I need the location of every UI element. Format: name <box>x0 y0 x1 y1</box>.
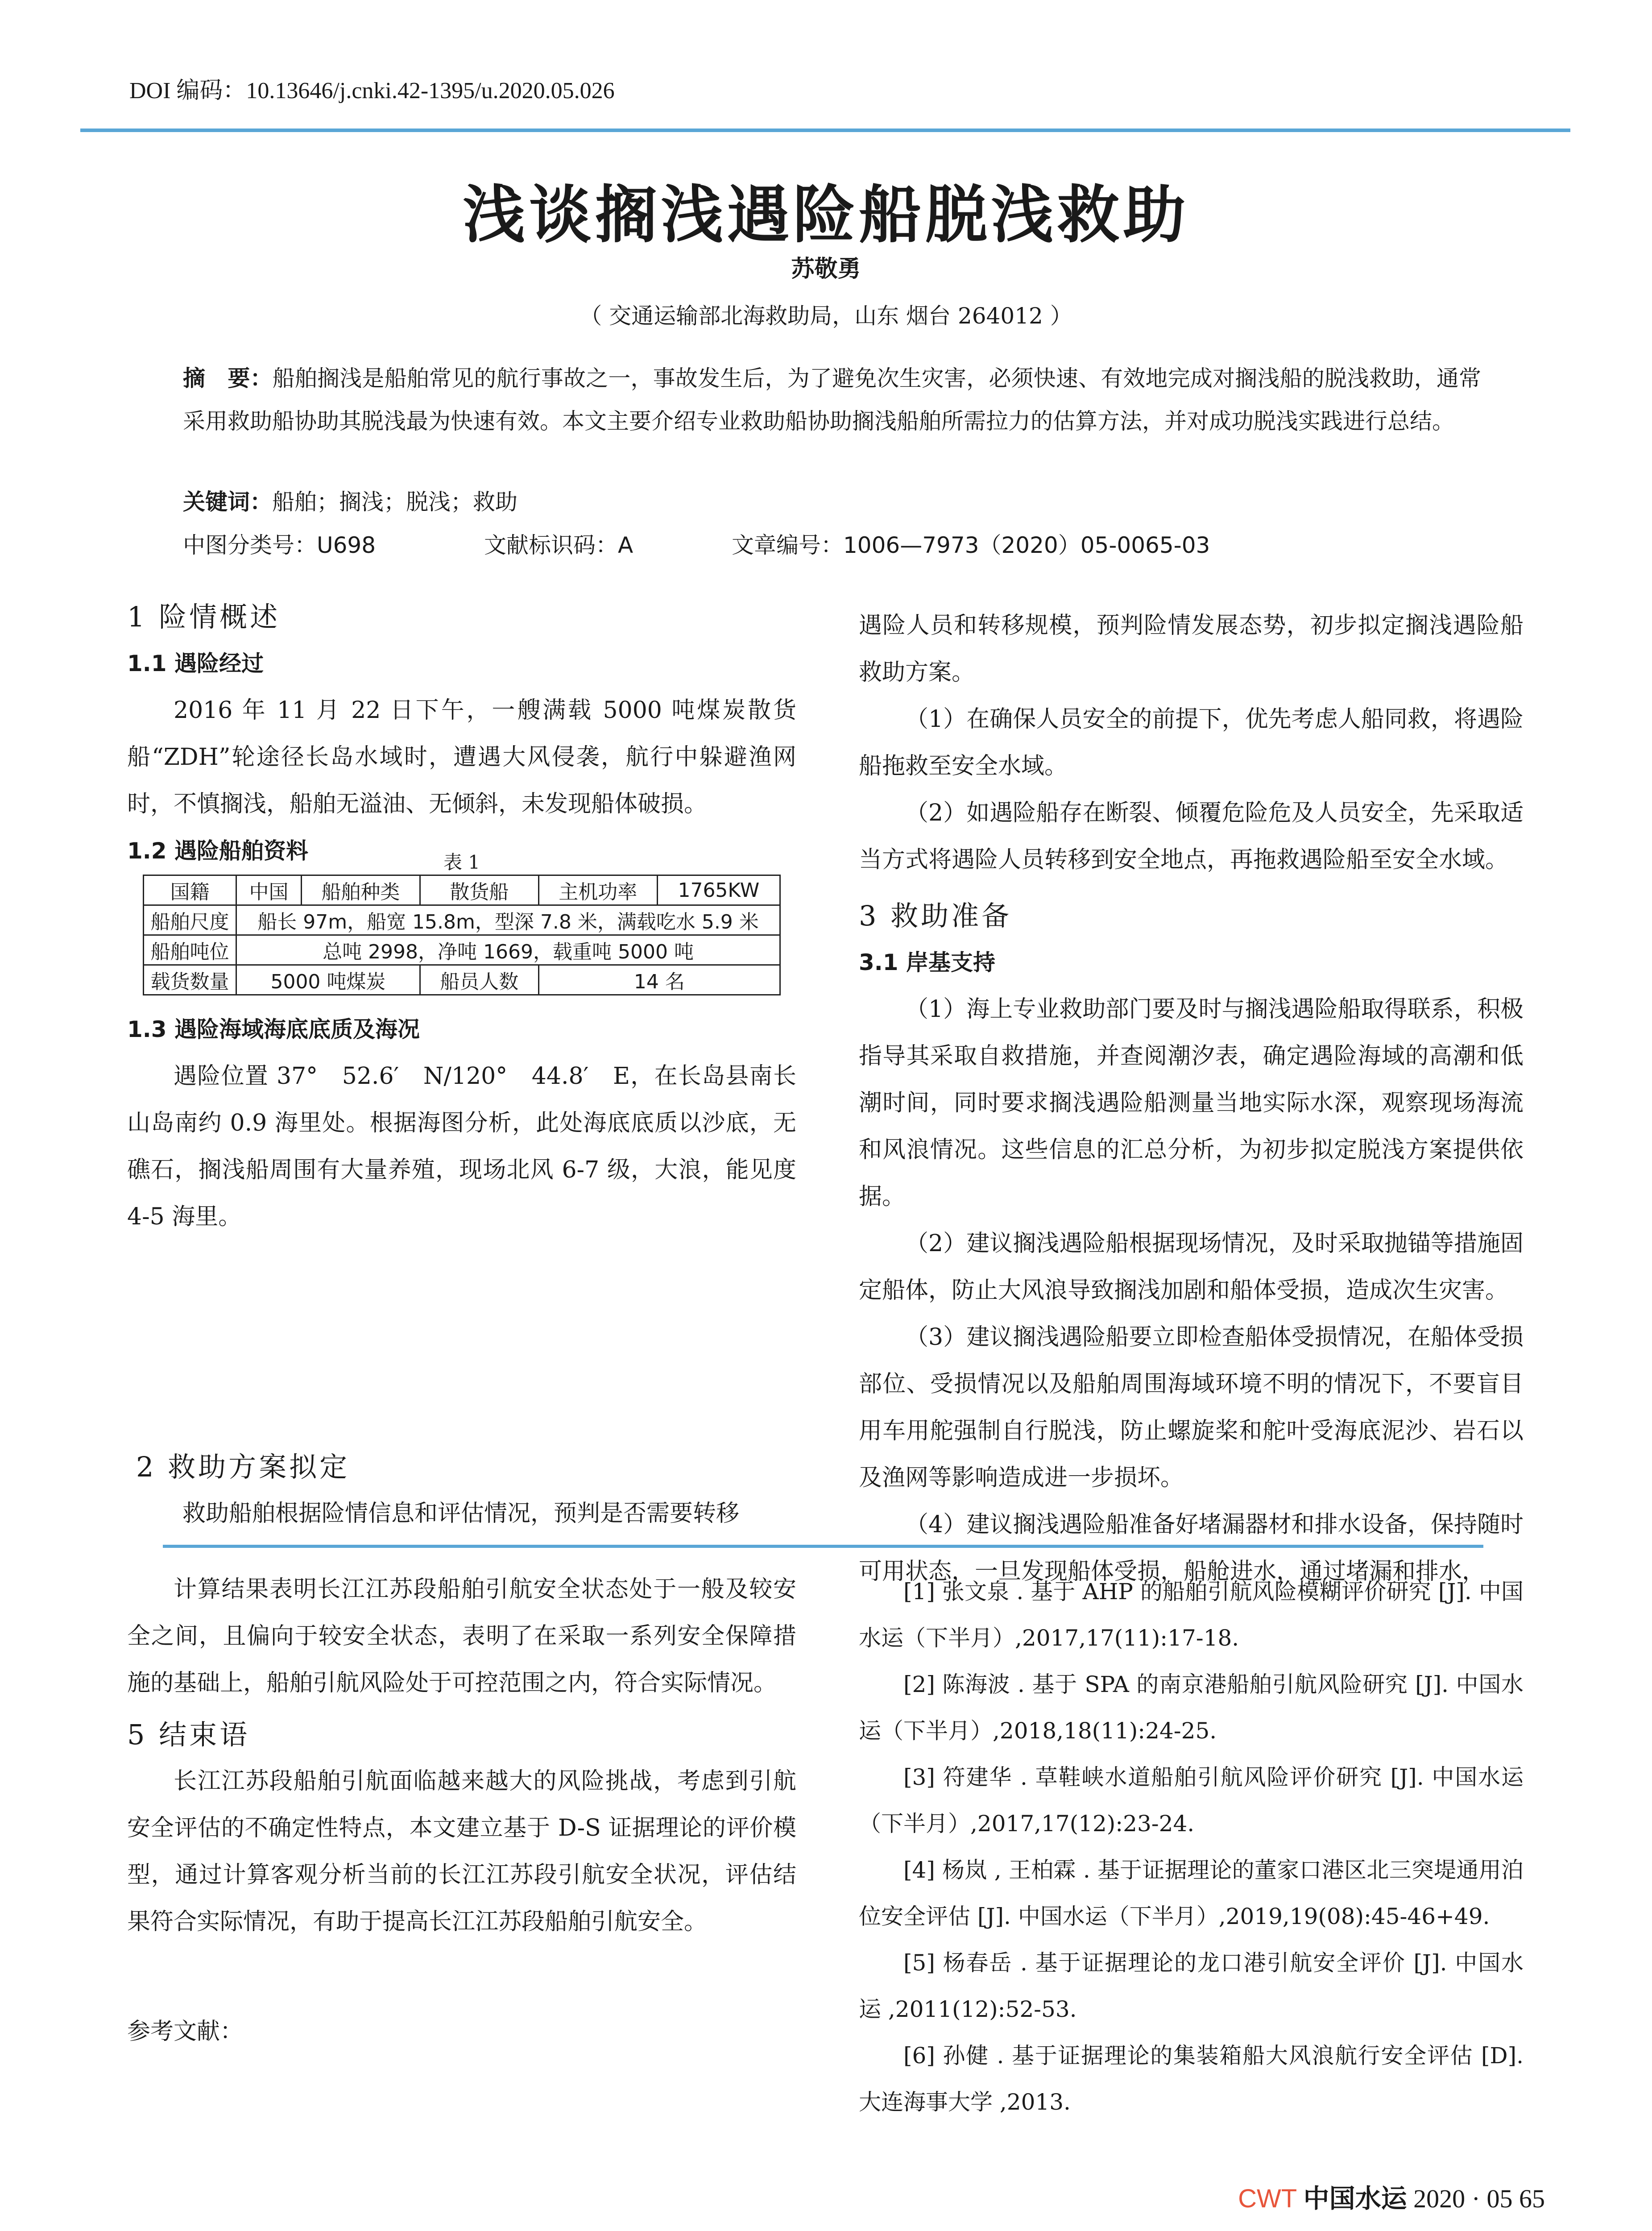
paragraph: （3）建议搁浅遇险船要立即检查船体受损情况，在船体受损部位、受损情况以及船舶周围海域环境不明的情况下，不要盲目用车用舵强制自行脱浅，防止螺旋桨和舵叶受海底泥沙、岩石以及渔网等影响造成进一步损坏。 <box>859 1324 1524 1491</box>
affiliation: （ 交通运输部北海救助局，山东 烟台 264012 ） <box>580 303 1072 329</box>
left-column <box>127 593 796 875</box>
paragraph: （4）建议搁浅遇险船准备好堵漏器材和排水设备，保持随时可用状态，一旦发现船体受损，船舱进水，通过堵漏和排水， <box>859 1511 1524 1585</box>
section-5-heading: 5 结束语 <box>127 1718 250 1751</box>
section-1-1-text: 2016 年 11 月 22 日下午，一艘满载 5000 吨煤炭散货船“ZDH”轮途径长岛水域时，遭遇大风侵袭，航行中躲避渔网时，不慎搁浅，船舶无溢油、无倾斜，未发现船体破损。 <box>127 697 796 817</box>
reference-item: [5] 杨春岳 . 基于证据理论的龙口港引航安全评价 [J]. 中国水运 ,2011(12):52-53. <box>859 1950 1524 2022</box>
keywords <box>183 484 518 516</box>
header-rule <box>80 129 1570 132</box>
right-column <box>859 602 1524 1595</box>
section-1-2-heading: 1.2 遇险船舶资料 <box>127 838 308 864</box>
table-cell: 主机功率 <box>538 875 657 905</box>
table-row <box>144 905 780 935</box>
reference-item: [6] 孙健 . 基于证据理论的集装箱船大风浪航行安全评估 [D]. 大连海事大学 ,2013. <box>859 2043 1524 2115</box>
paragraph: 计算结果表明长江江苏段船舶引航安全状态处于一般及较安全之间，且偏向于较安全状态，表明了在采取一系列安全保障措施的基础上，船舶引航风险处于可控范围之内，符合实际情况。 <box>127 1576 796 1696</box>
table-caption: 表 1 <box>443 851 480 873</box>
table-row <box>144 875 780 905</box>
section-divider <box>163 1545 1483 1548</box>
abstract-label: 摘 要： <box>183 365 273 391</box>
table-cell: 5000 吨煤炭 <box>236 965 420 995</box>
table-cell: 散货船 <box>420 875 538 905</box>
keywords-text: 船舶；搁浅；脱浅；救助 <box>272 489 518 515</box>
paragraph: （1）在确保人员安全的前提下，优先考虑人船同救，将遇险船拖救至安全水域。 <box>859 706 1524 780</box>
section-2 <box>136 1443 796 1537</box>
references-heading: 参考文献： <box>127 2018 244 2045</box>
table-cell: 总吨 2998，净吨 1669，载重吨 5000 吨 <box>236 935 780 965</box>
reference-item: [3] 符建华 . 草鞋峡水道船舶引航风险评价研究 [J]. 中国水运（下半月）,2017,17(12):23-24. <box>859 1764 1524 1837</box>
reference-item: [2] 陈海波 . 基于 SPA 的南京港船舶引航风险研究 [J]. 中国水运（下半月）,2018,18(11):24-25. <box>859 1671 1524 1744</box>
section-2-heading: 2 救助方案拟定 <box>136 1451 350 1483</box>
paper-title: 浅谈搁浅遇险船脱浅救助 <box>463 178 1189 252</box>
table-cell: 船员人数 <box>420 965 538 995</box>
paragraph: 长江江苏段船舶引航面临越来越大的风险挑战，考虑到引航安全评估的不确定性特点，本文建立基于 D-S 证据理论的评价模型，通过计算客观分析当前的长江江苏段引航安全状况，评估结果符合实际情况，有助于提高长江江苏段船舶引航安全。 <box>127 1768 796 1935</box>
paragraph: 遇险人员和转移规模，预判险情发展态势，初步拟定搁浅遇险船救助方案。 <box>859 612 1524 686</box>
section-2-text: 救助船舶根据险情信息和评估情况，预判是否需要转移 <box>182 1500 740 1527</box>
abstract-text: 船舶搁浅是船舶常见的航行事故之一，事故发生后，为了避免次生灾害，必须快速、有效地完成对搁浅船的脱浅救助，通常采用救助船协助其脱浅最为快速有效。本文主要介绍专业救助船协助搁浅船舶所需拉力的估算方法，并对成功脱浅实践进行总结。 <box>183 365 1481 434</box>
journal-name: 中国水运 <box>1303 2183 1407 2214</box>
section-1-3-heading: 1.3 遇险海域海底底质及海况 <box>127 1016 420 1042</box>
paragraph: （2）如遇险船存在断裂、倾覆危险危及人员安全，先采取适当方式将遇险人员转移到安全地点，再拖救遇险船至安全水域。 <box>859 800 1524 873</box>
abstract <box>183 357 1481 443</box>
paragraph: （1）海上专业救助部门要及时与搁浅遇险船取得联系，积极指导其采取自救措施，并查阅潮汐表，确定遇险海域的高潮和低潮时间，同时要求搁浅遇险船测量当地实际水深，观察现场海流和风浪情况。这些信息的汇总分析，为初步拟定脱浅方案提供依据。 <box>859 996 1524 1210</box>
left-column-cont <box>127 1006 796 1240</box>
ship-data-table <box>143 875 781 995</box>
table-cell: 载货数量 <box>144 965 236 995</box>
table-cell: 国籍 <box>144 875 236 905</box>
page-number: 65 <box>1519 2184 1545 2213</box>
section-1-3-text: 遇险位置 37° 52.6′ N/120° 44.8′ E，在长岛县南长山岛南约 0.9 海里处。根据海图分析，此处海底底质以沙底，无礁石，搁浅船周围有大量养殖，现场北风 6-7 级，大浪，能见度 4-5 海里。 <box>127 1063 796 1230</box>
issue: 2020 · 05 <box>1413 2184 1513 2213</box>
table-row <box>144 965 780 995</box>
table-cell: 船舶吨位 <box>144 935 236 965</box>
reference-item: [1] 张文泉 . 基于 AHP 的船舶引航风险模糊评价研究 [J]. 中国水运（下半月）,2017,17(11):17-18. <box>859 1579 1524 1651</box>
keywords-label: 关键词： <box>183 489 272 515</box>
table-cell: 船舶种类 <box>301 875 420 905</box>
paragraph: （2）建议搁浅遇险船根据现场情况，及时采取抛锚等措施固定船体，防止大风浪导致搁浅加剧和船体受损，造成次生灾害。 <box>859 1230 1524 1304</box>
doc-code: 文献标识码：A <box>484 532 633 558</box>
section-3-1-heading: 3.1 岸基支持 <box>859 950 995 975</box>
clc-number: 中图分类号：U698 <box>183 532 376 558</box>
reference-item: [4] 杨岚 , 王柏霖 . 基于证据理论的董家口港区北三突堤通用泊位安全评估 [J]. 中国水运（下半月）,2019,19(08):45-46+49. <box>859 1857 1524 1929</box>
doi-line: DOI 编码：10.13646/j.cnki.42-1395/u.2020.05.026 <box>129 78 615 104</box>
bottom-left-column <box>127 1566 796 1945</box>
table-cell: 中国 <box>236 875 302 905</box>
table-cell: 1765KW <box>657 875 780 905</box>
article-number: 文章编号：1006—7973（2020）05-0065-03 <box>732 532 1210 558</box>
section-1-heading: 1 险情概述 <box>127 601 281 633</box>
journal-logo: CWT <box>1238 2184 1297 2213</box>
table-row <box>144 935 780 965</box>
table-cell: 船舶尺度 <box>144 905 236 935</box>
page-footer <box>1238 2177 1545 2215</box>
section-1-1-heading: 1.1 遇险经过 <box>127 651 264 676</box>
table-cell: 14 名 <box>538 965 780 995</box>
section-3-heading: 3 救助准备 <box>859 900 1012 932</box>
author: 苏敬勇 <box>791 256 861 282</box>
table-cell: 船长 97m，船宽 15.8m，型深 7.8 米，满载吃水 5.9 米 <box>236 905 780 935</box>
reference-list <box>859 1568 1524 2125</box>
